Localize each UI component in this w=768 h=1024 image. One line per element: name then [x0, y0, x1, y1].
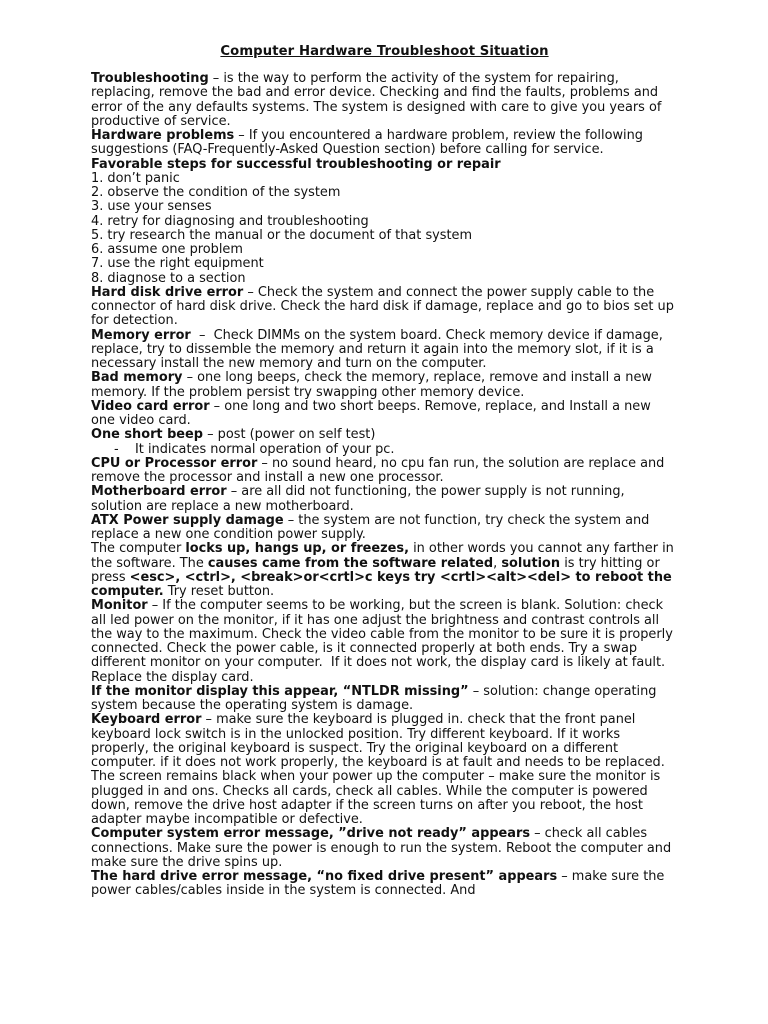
paragraph-cpu-error — [91, 457, 678, 486]
text-atx-power-supply: – the system are not function, try check the system and replace a new one condition power supply. — [91, 512, 650, 542]
paragraph-no-fixed-drive — [91, 870, 678, 899]
lockup-text-5: Try reset button. — [163, 584, 275, 599]
list-item: 8. diagnose to a section — [91, 270, 246, 286]
term-keyboard-error: Keyboard error — [91, 712, 202, 728]
term-motherboard-error: Motherboard error — [91, 484, 227, 500]
dash-item-text: It indicates normal operation of your pc. — [135, 441, 395, 457]
lockup-text-4: is try hitting or press — [91, 555, 660, 585]
text-troubleshooting: – is the way to perform the activity of the system for repairing, replacing, remove the bad and error device. Checking and find the faults, problems and error of the any defaults systems. The system is designed with care to give you years of productive of service. — [91, 71, 662, 129]
paragraph-keyboard-error — [91, 713, 678, 770]
term-monitor: Monitor — [91, 598, 148, 614]
dash-item — [91, 443, 678, 457]
list-item: 1. don’t panic — [91, 170, 180, 186]
list-item: 5. try research the manual or the document of that system — [91, 227, 473, 243]
term-cpu-error: CPU or Processor error — [91, 455, 258, 471]
text-cpu-error: – no sound heard, no cpu fan run, the solution are replace and remove the processor and install a new one processor. — [91, 455, 665, 485]
term-hard-disk-error: Hard disk drive error — [91, 284, 244, 300]
paragraph-one-short-beep — [91, 428, 678, 442]
text-monitor: – If the computer seems to be working, but the screen is blank. Solution: check all led power on the monitor, if it has one adjust the brightness and contrast controls all the way to the maximum. Check the video cable from the monitor to be sure it is properly connected. Check the power cable, is it connected properly at both ends. Try a swap different monitor on your computer. If it does not work, the display card is likely at fault. Replace the display card. — [91, 598, 677, 685]
steps-list — [91, 172, 678, 286]
lockup-text-1: The computer — [91, 541, 186, 557]
paragraph-monitor — [91, 599, 678, 685]
paragraph-motherboard-error — [91, 485, 678, 514]
term-atx-power-supply: ATX Power supply damage — [91, 512, 284, 528]
paragraph-drive-not-ready — [91, 827, 678, 870]
text-bad-memory: – one long beeps, check the memory, replace, remove and install a new memory. If the problem persist try swapping other memory device. — [91, 370, 652, 400]
steps-heading: Favorable steps for successful troubleshooting or repair — [91, 156, 501, 172]
text-hardware-problems: – If you encountered a hardware problem, review the following suggestions (FAQ-Frequently-Asked Question section) before calling for service. — [91, 128, 643, 158]
text-hard-disk-error: – Check the system and connect the power supply cable to the connector of hard disk drive. Check the hard disk if damage, replace and go to bios set up for detection. — [91, 284, 674, 329]
term-no-fixed-drive: The hard drive error message, “no fixed drive present” appears — [91, 869, 558, 884]
term-memory-error: Memory error — [91, 327, 191, 343]
list-item: 7. use the right equipment — [91, 256, 264, 272]
lockup-bold-2: causes came from the software related — [207, 555, 494, 571]
term-bad-memory: Bad memory — [91, 370, 183, 386]
paragraph-bad-memory — [91, 371, 678, 400]
list-item: 3. use your senses — [91, 199, 212, 215]
paragraph-lock-up — [91, 542, 678, 599]
lockup-text-2: in other words you cannot any farther in the software. The — [91, 541, 674, 571]
text-memory-error: – Check DIMMs on the system board. Check memory device if damage, replace, try to dissemble the memory and return it again into the memory slot, if it is a necessary install the new memory and turn on the computer. — [91, 327, 667, 371]
lockup-bold-3: solution — [501, 555, 561, 571]
term-ntldr: If the monitor display this appear, “NTLDR missing” — [91, 683, 469, 699]
paragraph-black-screen: The screen remains black when your power up the computer – make sure the monitor is plugged in and ons. Checks all cards, check all cables. While the computer is powered down, remove the drive host adapter if the screen turns on after you reboot, the host adapter maybe incompatible or defective. — [91, 769, 661, 827]
paragraph-hard-disk-error — [91, 286, 678, 329]
term-video-card-error: Video card error — [91, 398, 210, 414]
text-keyboard-error: – make sure the keyboard is plugged in. check that the front panel keyboard lock switch is in the unlocked position. Try different keyboard. If it works properly, the original keyboard is suspect. Try the original keyboard on a different computer. if it does not work properly, the keyboard is at fault and needs to be replaced. — [91, 712, 665, 770]
text-ntldr: – solution: change operating system because the operating system is damage. — [91, 683, 657, 713]
text-drive-not-ready: – check all cables connections. Make sure the power is enough to run the system. Reboot the computer and make sure the drive spins up. — [91, 826, 672, 870]
term-one-short-beep: One short beep — [91, 427, 204, 443]
lockup-text-3: , — [493, 555, 502, 571]
paragraph-troubleshooting — [91, 72, 678, 129]
paragraph-video-card-error — [91, 400, 678, 429]
dash-mark: - — [114, 441, 119, 457]
lockup-bold-1: locks up, hangs up, or freezes, — [185, 541, 409, 557]
paragraph-atx-power-supply — [91, 514, 678, 543]
term-hardware-problems: Hardware problems — [91, 128, 235, 143]
list-item: 4. retry for diagnosing and troubleshooting — [91, 213, 369, 229]
text-video-card-error: – one long and two short beeps. Remove, replace, and Install a new one video card. — [91, 398, 651, 428]
text-one-short-beep: – post (power on self test) — [203, 427, 376, 443]
document-body — [91, 72, 678, 899]
text-no-fixed-drive: – make sure the power cables/cables inside in the system is connected. And — [91, 869, 665, 899]
term-drive-not-ready: Computer system error message, ”drive not ready” appears — [91, 826, 531, 842]
paragraph-hardware-problems — [91, 129, 678, 158]
list-item: 2. observe the condition of the system — [91, 185, 341, 200]
term-troubleshooting: Troubleshooting — [91, 71, 209, 86]
list-item: 6. assume one problem — [91, 242, 243, 257]
paragraph-ntldr — [91, 685, 678, 714]
document-title: Computer Hardware Troubleshoot Situation — [220, 44, 549, 59]
paragraph-memory-error — [91, 329, 678, 372]
lockup-bold-4: <esc>, <ctrl>, <break>or<crtl>c keys try <crtl><alt><del> to reboot the computer. — [91, 569, 672, 599]
text-motherboard-error: – are all did not functioning, the power supply is not running, solution are replace a new motherboard. — [91, 484, 625, 514]
